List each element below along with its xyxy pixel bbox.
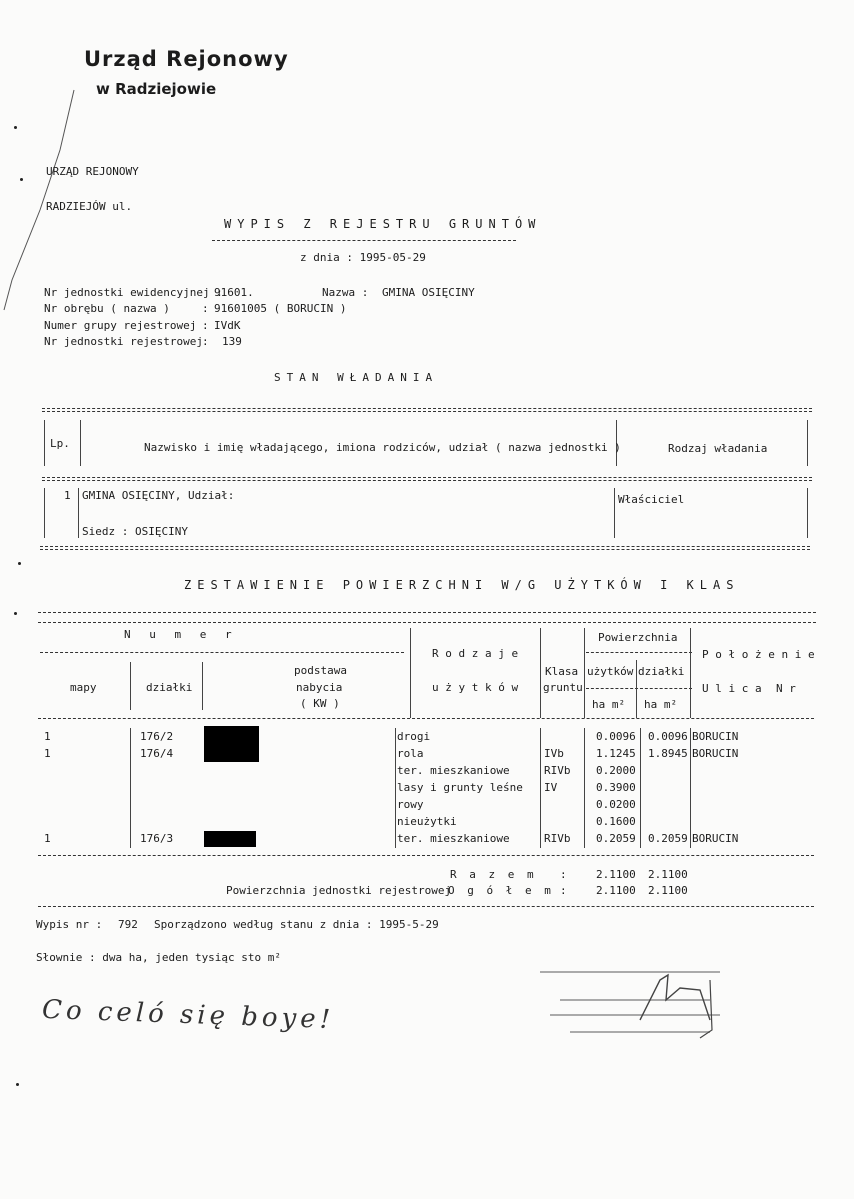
stamp-office-name: Urząd Rejonowy (84, 47, 289, 71)
precinct-label: Nr obrębu ( nazwa ) (44, 302, 170, 315)
razem-area-uzytkow: 2.1100 (596, 868, 636, 881)
cell-dzialki: 176/4 (140, 747, 174, 760)
cell-pow-dz: 1.8945 (648, 747, 688, 760)
col-border (78, 488, 79, 538)
razem-sep: : (560, 868, 567, 881)
header-unit-1: ha m² (592, 698, 626, 711)
cell-pow-uz: 1.1245 (596, 747, 636, 760)
cell-pow-dz: 0.0096 (648, 730, 688, 743)
cell-pow-uz: 0.2059 (596, 832, 636, 845)
document-title: WYPIS Z REJESTRU GRUNTÓW (224, 217, 542, 231)
cell-pow-uz: 0.2000 (596, 764, 636, 777)
total-area-label: Powierzchnia jednostki rejestrowej (226, 884, 452, 897)
cell-mapy: 1 (44, 730, 51, 743)
col-border (130, 662, 131, 710)
header-polozenie: P o ł o ż e n i e (702, 648, 815, 661)
cell-mapy: 1 (44, 747, 51, 760)
margin-dot (16, 1083, 19, 1086)
title-underline (212, 240, 516, 241)
cell-uzytek: drogi (397, 730, 431, 743)
col-border (80, 420, 81, 466)
ogolem-label: O g ó ł e m (448, 884, 554, 897)
summary-top-rule-2 (38, 622, 816, 623)
cell-uzytek: lasy i grunty leśne (397, 781, 523, 794)
header-podstawa: podstawa (294, 664, 347, 677)
cell-ulica: BORUCIN (692, 832, 739, 845)
col-border (44, 420, 45, 466)
redaction-block (204, 726, 259, 762)
header-numer-rule (40, 652, 404, 653)
unit-name-label: Nazwa : (322, 286, 369, 299)
header-mapy: mapy (70, 681, 97, 694)
cell-ulica: BORUCIN (692, 730, 739, 743)
header-uzytkow: u ż y t k ó w (432, 681, 519, 694)
cell-pow-uz: 0.0096 (596, 730, 636, 743)
col-border (807, 420, 808, 466)
rows-bottom-rule (38, 855, 814, 856)
precinct-value: 91601005 ( BORUCIN ) (214, 302, 347, 315)
group-value: IVdK (214, 319, 241, 332)
ownership-top-rule (42, 408, 812, 412)
handwritten-note: Co celó się boye! (41, 994, 335, 1036)
col-border (410, 628, 411, 718)
cell-uzytek: rowy (397, 798, 424, 811)
col-border (44, 488, 45, 538)
cell-uzytek: rola (397, 747, 424, 760)
col-border (202, 662, 203, 710)
wypis-status-text: Sporządzono według stanu z dnia : 1995-5-29 (154, 918, 439, 931)
margin-dot (18, 562, 21, 565)
wypis-label: Wypis nr : (36, 918, 103, 931)
cell-dzialki: 176/2 (140, 730, 174, 743)
col-border (636, 660, 637, 718)
header-dzialki-area: działki (638, 665, 685, 678)
col-border (584, 628, 585, 718)
cell-klasa: IV (544, 781, 558, 794)
col-border (807, 488, 808, 538)
area-in-words: Słownie : dwa ha, jeden tysiąc sto m² (36, 951, 282, 964)
header-area-rule (586, 652, 692, 653)
header-powierzchnia: Powierzchnia (598, 631, 678, 644)
cell-pow-uz: 0.3900 (596, 781, 636, 794)
reg-unit-separator: : (202, 335, 209, 348)
cell-mapy: 1 (44, 832, 51, 845)
margin-dot (14, 612, 17, 615)
group-separator: : (202, 319, 209, 332)
col-lp-header: Lp. (50, 437, 70, 450)
cell-klasa: RIVb (544, 832, 571, 845)
cell-ulica: BORUCIN (692, 747, 739, 760)
razem-label: R a z e m (450, 868, 537, 881)
ogolem-area-uzytkow: 2.1100 (596, 884, 636, 897)
precinct-separator: : (202, 302, 209, 315)
cell-pow-dz: 0.2059 (648, 832, 688, 845)
owner-row-name: GMINA OSIĘCINY, Udział: (82, 489, 235, 502)
col-border (584, 728, 585, 848)
office-name: URZĄD REJONOWY (46, 165, 139, 178)
unit-name-value: GMINA OSIĘCINY (382, 286, 475, 299)
header-area-rule-2 (586, 688, 692, 689)
summary-heading: ZESTAWIENIE POWIERZCHNI W/G UŻYTKÓW I KLAS (184, 578, 740, 592)
owner-row-type: Właściciel (618, 493, 685, 506)
summary-bottom-rule (38, 906, 814, 907)
header-klasa: Klasa (545, 665, 579, 678)
wypis-number: 792 (118, 918, 138, 931)
col-border (395, 728, 396, 848)
redaction-block (204, 831, 256, 847)
col-border (640, 728, 641, 848)
header-numer: N u m e r (124, 628, 238, 641)
col-ownership-type-header: Rodzaj władania (668, 442, 768, 455)
ownership-heading: STAN WŁADANIA (274, 371, 439, 384)
cell-klasa: RIVb (544, 764, 571, 777)
cell-uzytek: ter. mieszkaniowe (397, 764, 510, 777)
summary-top-rule (38, 612, 816, 613)
office-address: RADZIEJÓW ul. (46, 200, 133, 213)
cell-uzytek: nieużytki (397, 815, 457, 828)
reg-unit-label: Nr jednostki rejestrowej (44, 335, 203, 348)
col-border (540, 628, 541, 718)
signature-stamp (530, 960, 730, 1040)
header-uzytkow-area: użytków (587, 665, 634, 678)
unit-number-value: 91601. (214, 286, 254, 299)
stamp-office-city: w Radziejowie (96, 80, 217, 98)
ownership-bottom-rule (40, 546, 810, 550)
header-rodzaje: R o d z a j e (432, 647, 519, 660)
header-nabycia: nabycia (296, 681, 343, 694)
razem-area-dzialki: 2.1100 (648, 868, 688, 881)
col-border (614, 488, 615, 538)
ogolem-sep: : (560, 884, 567, 897)
owner-row-lp: 1 (64, 489, 71, 502)
col-border (540, 728, 541, 848)
cell-uzytek: ter. mieszkaniowe (397, 832, 510, 845)
ownership-mid-rule (42, 477, 812, 481)
header-gruntu: gruntu (543, 681, 583, 694)
col-border (130, 728, 131, 848)
document-date: z dnia : 1995-05-29 (300, 251, 426, 264)
header-nr: N r (776, 682, 796, 695)
cell-klasa: IVb (544, 747, 564, 760)
header-bottom-rule (38, 718, 814, 719)
ogolem-area-dzialki: 2.1100 (648, 884, 688, 897)
header-unit-2: ha m² (644, 698, 678, 711)
header-ulica: U l i c a (702, 682, 762, 695)
cell-pow-uz: 0.0200 (596, 798, 636, 811)
col-border (690, 628, 691, 718)
reg-unit-value: 139 (222, 335, 242, 348)
owner-row-seat: Siedz : OSIĘCINY (82, 525, 188, 538)
header-dzialki: działki (146, 681, 193, 694)
header-kw: ( KW ) (300, 697, 340, 710)
cell-dzialki: 176/3 (140, 832, 174, 845)
col-owner-header: Nazwisko i imię władającego, imiona rodziców, udział ( nazwa jednostki ) (144, 441, 621, 454)
col-border (690, 728, 691, 848)
unit-number-label: Nr jednostki ewidencyjnej : (44, 286, 223, 299)
group-label: Numer grupy rejestrowej (44, 319, 197, 332)
cell-pow-uz: 0.1600 (596, 815, 636, 828)
